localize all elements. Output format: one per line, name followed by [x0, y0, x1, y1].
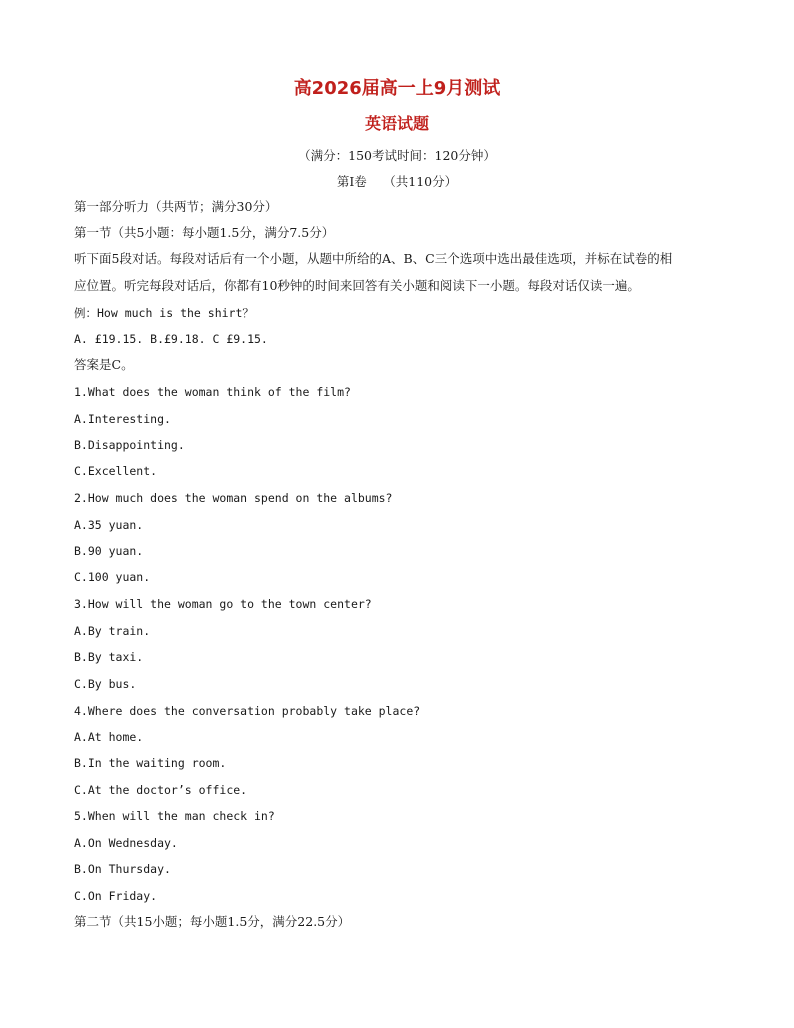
exam-title: 高2026届高一上9月测试	[293, 78, 501, 99]
question-5-option-b: B.On Thursday.	[74, 862, 171, 876]
question-1-option-a: A.Interesting.	[74, 412, 171, 426]
section1-heading: 第一节（共5小题：每小题1.5分，满分7.5分）	[74, 225, 335, 240]
question-5-stem: 5.When will the man check in?	[74, 809, 275, 823]
exam-subtitle: 英语试题	[364, 114, 429, 133]
question-2-option-c: C.100 yuan.	[74, 570, 151, 584]
question-4-option-b: B.In the waiting room.	[74, 756, 227, 770]
question-3-stem: 3.How will the woman go to the town center?	[74, 597, 372, 611]
instructions-line-1: 听下面5段对话。每段对话后有一个小题，从题中所给的A、B、C三个选项中选出最佳选项，并标在试卷的相	[74, 251, 673, 266]
question-3-option-c: C.By bus.	[74, 677, 137, 691]
question-3-option-a: A.By train.	[74, 624, 151, 638]
instructions-line-2: 应位置。听完每段对话后，你都有10秒钟的时间来回答有关小题和阅读下一小题。每段对话仅读一遍。	[74, 278, 640, 293]
question-5-option-c: C.On Friday.	[74, 889, 158, 903]
question-2-option-b: B.90 yuan.	[74, 544, 144, 558]
example-answer: 答案是C。	[74, 357, 134, 372]
question-1-option-c: C.Excellent.	[74, 464, 158, 478]
question-1-stem: 1.What does the woman think of the film?	[74, 385, 351, 399]
question-5-option-a: A.On Wednesday.	[74, 836, 178, 850]
part1-heading: 第一部分听力（共两节；满分30分）	[74, 199, 278, 214]
question-2-stem: 2.How much does the woman spend on the albums?	[74, 491, 393, 505]
example-options: A. £19.15. B.£9.18. C £9.15.	[74, 332, 268, 346]
section2-heading: 第二节（共15小题；每小题1.5分，满分22.5分）	[74, 914, 351, 929]
volume-heading: 第I卷 （共110分）	[336, 174, 458, 189]
question-4-option-c: C.At the doctor’s office.	[74, 783, 248, 797]
example-question: 例：How much is the shirt？	[74, 306, 254, 320]
question-1-option-b: B.Disappointing.	[74, 438, 185, 452]
score-time-info: （满分：150考试时间：120分钟）	[298, 148, 496, 163]
question-4-stem: 4.Where does the conversation probably take place?	[74, 704, 421, 718]
question-4-option-a: A.At home.	[74, 730, 144, 744]
question-3-option-b: B.By taxi.	[74, 650, 144, 664]
question-2-option-a: A.35 yuan.	[74, 518, 144, 532]
